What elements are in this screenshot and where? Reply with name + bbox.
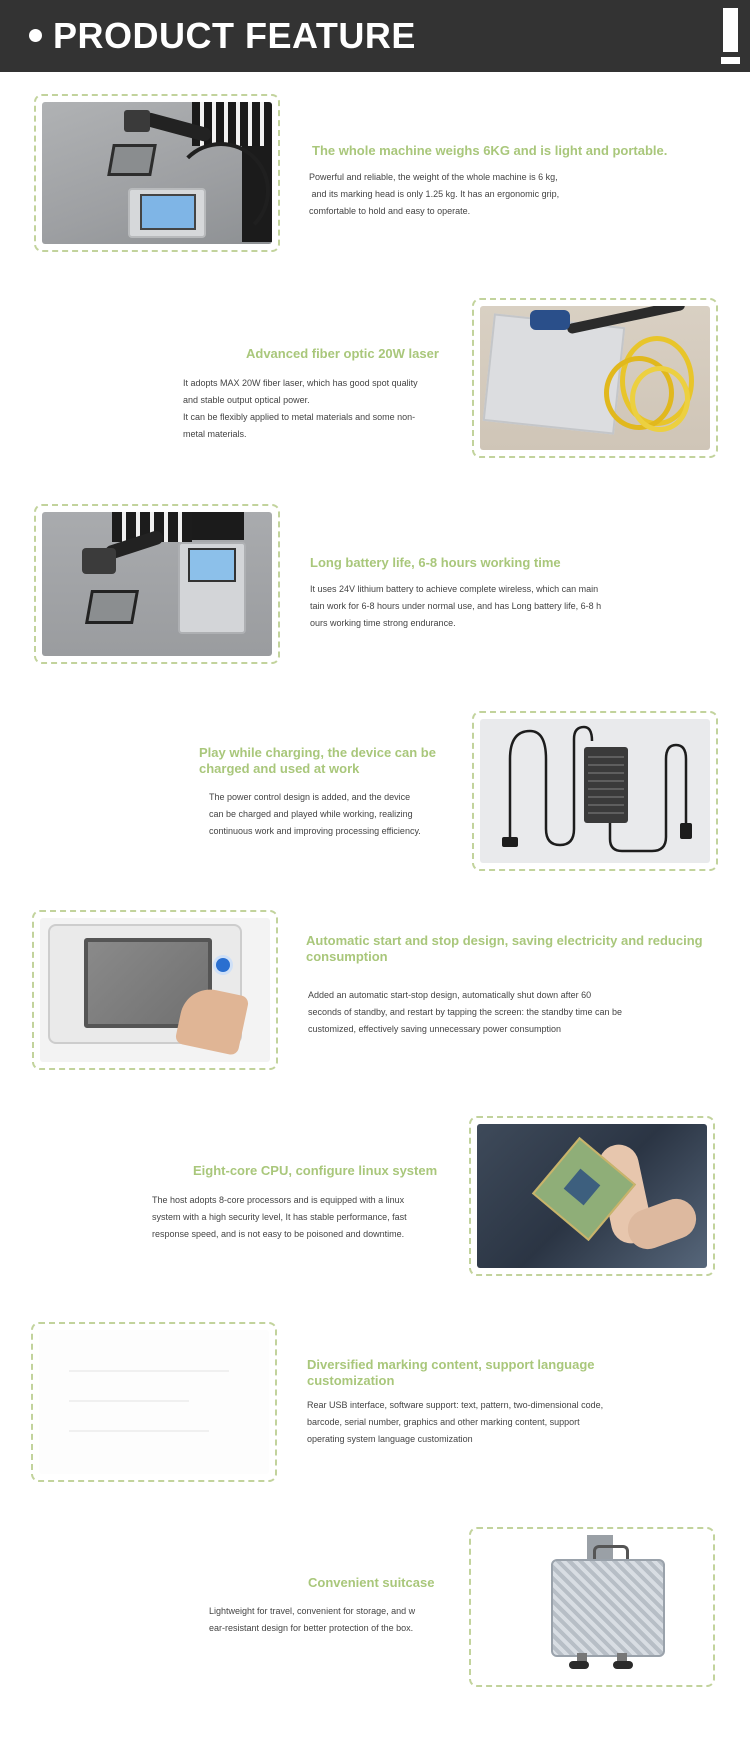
marking-content-photo — [39, 1330, 269, 1474]
feature-7-description: Rear USB interface, software support: text, pattern, two-dimensional code, barcode, serial number, graphics and other marking content, support operating system language customization — [307, 1400, 604, 1444]
feature-1-title: The whole machine weighs 6KG and is light and portable. — [312, 143, 668, 158]
feature-6-title: Eight-core CPU, configure linux system — [193, 1163, 438, 1178]
feature-7-image-frame — [31, 1322, 277, 1482]
feature-2-description: It adopts MAX 20W fiber laser, which has good spot quality and stable output optical power. It can be flexibly applied to metal materials and some non- metal materials. — [183, 378, 418, 439]
feature-5-title: Automatic start and stop design, saving electricity and reducing consumption — [306, 933, 703, 964]
feature-5-image-frame — [32, 910, 278, 1070]
feature-8-image-frame — [469, 1527, 715, 1687]
feature-3-image-frame — [34, 504, 280, 664]
feature-2-title: Advanced fiber optic 20W laser — [246, 346, 439, 361]
feature-4-image-frame — [472, 711, 718, 871]
feature-1-image-frame — [34, 94, 280, 252]
fiber-laser-photo — [480, 306, 710, 450]
cpu-photo — [477, 1124, 707, 1268]
suitcase-photo — [477, 1535, 707, 1679]
power-adapter-illustration — [480, 719, 710, 863]
feature-7-title: Diversified marking content, support language customization — [307, 1357, 595, 1388]
feature-3-description: It uses 24V lithium battery to achieve complete wireless, which can main tain work for 6-8 hours under normal use, and has Long battery life, 6-8 h ours working time strong endurance. — [310, 584, 602, 628]
touchscreen-photo — [40, 918, 270, 1062]
exclamation-mark-icon — [721, 8, 742, 66]
feature-4-description: The power control design is added, and the device can be charged and played while working, realizing continuous work and improving processing efficiency. — [209, 792, 421, 836]
feature-6-image-frame — [469, 1116, 715, 1276]
feature-2-image-frame — [472, 298, 718, 458]
feature-1-description: Powerful and reliable, the weight of the whole machine is 6 kg, and its marking head is only 1.25 kg. It has an ergonomic grip, comfortable to hold and easy to operate. — [309, 172, 560, 216]
feature-8-title: Convenient suitcase — [308, 1575, 435, 1590]
portable-machine-photo — [42, 102, 272, 244]
feature-4-title: Play while charging, the device can be charged and used at work — [199, 745, 436, 776]
feature-6-description: The host adopts 8-core processors and is equipped with a linux system with a high security level, It has stable performance, fast response speed, and is not easy to be poisoned and downtime. — [152, 1195, 407, 1239]
battery-machine-photo — [42, 512, 272, 656]
feature-5-description: Added an automatic start-stop design, automatically shut down after 60 seconds of standby, and restart by tapping the screen: the standby time can be customized, effectively saving unnecessary power consumption — [308, 990, 623, 1034]
feature-8-description: Lightweight for travel, convenient for storage, and w ear-resistant design for better protection of the box. — [209, 1606, 416, 1633]
power-adapter-photo — [480, 719, 710, 863]
page-title: PRODUCT FEATURE — [53, 15, 416, 56]
header-banner — [0, 0, 750, 72]
feature-3-title: Long battery life, 6-8 hours working time — [310, 555, 561, 570]
bullet-dot-icon — [29, 29, 42, 42]
